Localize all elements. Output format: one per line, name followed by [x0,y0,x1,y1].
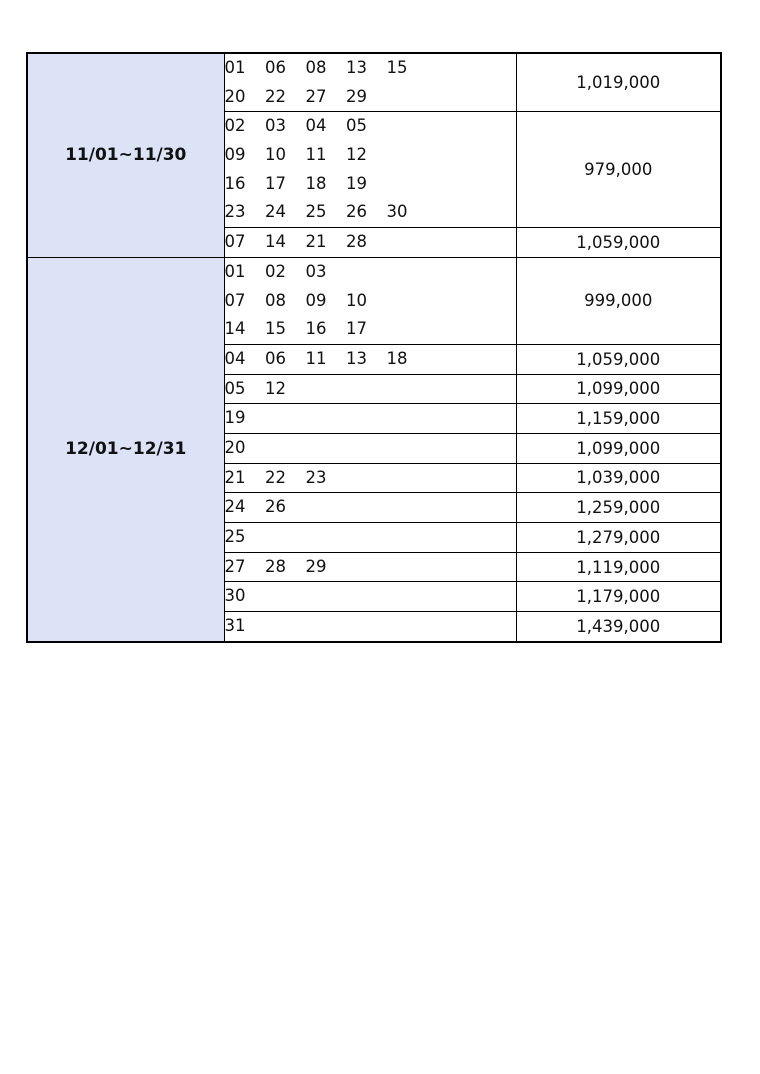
day-number: 26 [265,497,286,517]
day-number: 04 [305,116,327,136]
day-number: 25 [305,202,327,222]
day-number: 16 [224,173,246,193]
day-number: 15 [386,58,408,77]
dates-cell [224,552,516,582]
price-cell: 1,259,000 [516,493,721,523]
date-line [225,493,516,522]
day-number: 21 [224,467,246,487]
day-number: 10 [265,145,286,165]
dates-cell [224,112,516,228]
price-cell: 1,119,000 [516,552,721,582]
date-line [225,170,516,199]
date-line [225,375,516,404]
price-cell: 1,279,000 [516,523,721,553]
day-number: 29 [346,86,367,106]
day-number: 02 [224,116,246,136]
day-number: 20 [224,437,246,457]
dates-cell [224,257,516,344]
day-number: 13 [346,58,367,77]
day-number: 01 [224,261,246,281]
day-number: 17 [346,319,367,339]
price-cell: 999,000 [516,257,721,344]
day-number: 16 [305,319,327,339]
day-number: 19 [224,408,246,428]
price-cell: 1,099,000 [516,374,721,404]
table-row [27,257,721,344]
day-number: 05 [346,116,367,136]
day-number: 29 [305,556,327,576]
day-number: 18 [305,173,327,193]
price-table-body [27,53,721,642]
day-number: 03 [305,261,327,281]
day-number: 06 [265,348,286,368]
day-number: 12 [346,145,367,165]
day-number: 08 [265,290,286,310]
dates-cell [224,53,516,112]
price-cell: 1,059,000 [516,344,721,374]
day-number: 07 [224,290,246,310]
date-line [225,345,516,374]
day-number: 27 [305,86,327,106]
day-number: 24 [265,202,286,222]
price-cell: 1,099,000 [516,433,721,463]
price-cell: 1,439,000 [516,612,721,642]
day-number: 19 [346,173,367,193]
day-number: 28 [346,232,367,252]
dates-cell [224,612,516,642]
day-number: 04 [224,348,246,368]
dates-cell [224,493,516,523]
day-number: 25 [224,527,246,546]
day-number: 08 [305,58,327,77]
day-number: 21 [305,232,327,252]
day-number: 02 [265,261,286,281]
date-line [225,582,516,611]
date-line [225,228,516,257]
day-number: 24 [224,497,246,517]
date-line [225,404,516,433]
dates-cell [224,374,516,404]
day-number: 18 [386,348,408,368]
day-number: 22 [265,467,286,487]
day-number: 14 [265,232,286,252]
day-number: 11 [305,145,327,165]
table-row [27,53,721,112]
date-line [225,198,516,227]
dates-cell [224,463,516,493]
day-number: 30 [386,202,408,222]
day-number: 13 [346,348,367,368]
day-number: 11 [305,348,327,368]
day-number: 27 [224,556,246,576]
date-line [225,287,516,316]
period-cell: 12/01~12/31 [27,257,224,641]
dates-cell [224,582,516,612]
day-number: 07 [224,232,246,252]
date-line [225,553,516,582]
day-number: 23 [305,467,327,487]
day-number: 06 [265,58,286,77]
date-line [225,523,516,552]
day-number: 14 [224,319,246,339]
day-number: 03 [265,116,286,136]
day-number: 17 [265,173,286,193]
dates-cell [224,228,516,258]
day-number: 10 [346,290,367,310]
day-number: 09 [305,290,327,310]
period-cell: 11/01~11/30 [27,53,224,257]
day-number: 23 [224,202,246,222]
dates-cell [224,433,516,463]
date-line [225,54,516,83]
dates-cell [224,404,516,434]
date-line [225,258,516,287]
dates-cell [224,344,516,374]
day-number: 15 [265,319,286,339]
dates-cell [224,523,516,553]
day-number: 28 [265,556,286,576]
day-number: 31 [224,616,246,636]
date-line [225,112,516,141]
price-cell: 979,000 [516,112,721,228]
price-cell: 1,019,000 [516,53,721,112]
date-line [225,464,516,493]
day-number: 22 [265,86,286,106]
date-line [225,434,516,463]
date-line [225,315,516,344]
day-number: 01 [224,58,246,77]
day-number: 05 [224,378,246,398]
day-number: 12 [265,378,286,398]
day-number: 20 [224,86,246,106]
date-line [225,83,516,112]
date-line [225,141,516,170]
date-line [225,612,516,641]
price-cell: 1,059,000 [516,228,721,258]
price-cell: 1,179,000 [516,582,721,612]
price-table [26,52,722,643]
day-number: 26 [346,202,367,222]
day-number: 09 [224,145,246,165]
day-number: 30 [224,586,246,606]
price-cell: 1,159,000 [516,404,721,434]
price-cell: 1,039,000 [516,463,721,493]
